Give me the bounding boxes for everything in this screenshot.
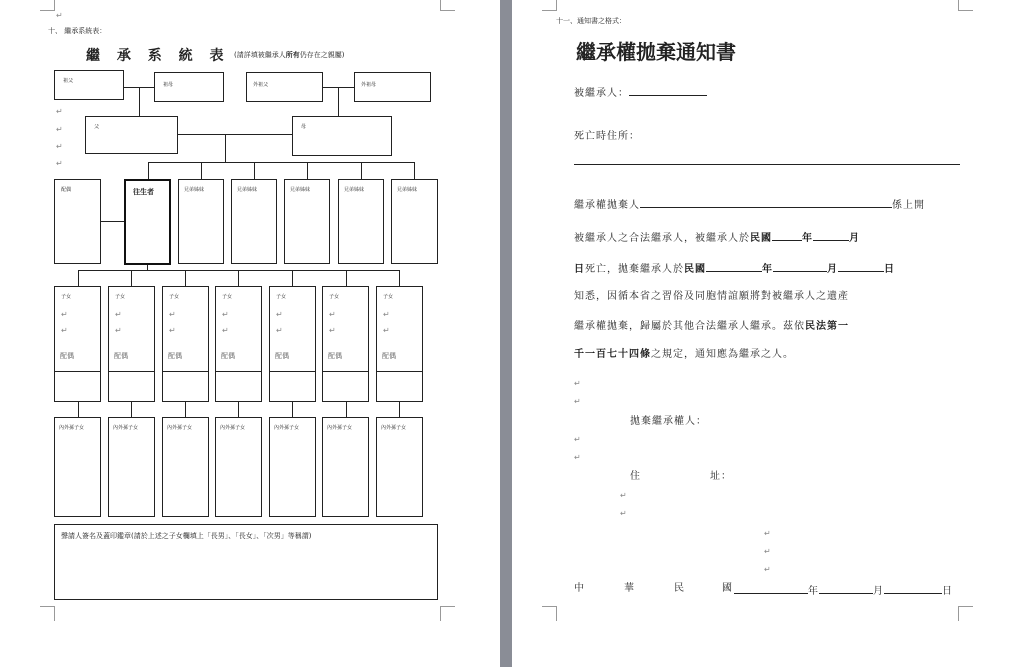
- connector: [101, 221, 124, 222]
- grandchild-box: 內外孫子女: [162, 417, 209, 517]
- sibling-box: 兄弟姊妹: [391, 179, 438, 264]
- crop-mark: [958, 606, 973, 621]
- connector: [338, 87, 339, 116]
- child-box: 子女 ↵ ↵ 配偶: [162, 286, 209, 402]
- connector: [178, 134, 292, 135]
- crop-mark: [40, 0, 55, 11]
- family-tree-page: ↵ 十、 繼承系統表： 繼 承 系 統 表 (請詳填被繼承人所有仍存在之親屬) 祖父 祖母 外祖父 外祖母 父 母 ↵ ↵ ↵ ↵ 配偶 往生者 兄弟姊妹 兄弟姊妹 兄弟姊妹 兄弟姊妹 兄弟姊妹 子女 ↵ ↵ 配偶 子女 ↵ ↵ 配偶 子女 ↵ ↵ 配偶 子女 ↵ ↵ 配偶 子女 ↵ ↵ 配偶 子女 ↵ ↵ 配偶 子女 ↵ ↵ 配偶 內外孫子女 內外孫子女 內外孫子女 內外孫子女 內外孫子女 內外孫子女 內外孫子女 聲請人簽名及蓋印鑑章(請於上述之子女欄填上「長男」、「長女」、「次男」等稱謂): [0, 0, 500, 667]
- crop-mark: [440, 0, 455, 11]
- connector: [148, 162, 415, 163]
- child-box: 子女 ↵ ↵ 配偶: [322, 286, 369, 402]
- date-char: 民: [674, 583, 685, 594]
- sibling-box: 兄弟姊妹: [178, 179, 224, 264]
- child-box: 子女 ↵ ↵ 配偶: [376, 286, 423, 402]
- date-char: 國: [722, 583, 733, 594]
- grandfather-box: 祖父: [54, 70, 124, 100]
- notice-line-6: 千一百七十四條之規定，通知應為繼承之人。: [574, 349, 794, 360]
- sibling-box: 兄弟姊妹: [338, 179, 384, 264]
- signature-box: 聲請人簽名及蓋印鑑章(請於上述之子女欄填上「長男」、「長女」、「次男」等稱謂): [54, 524, 438, 600]
- address-underline: [574, 164, 960, 165]
- decedent-box: 往生者: [124, 179, 171, 265]
- notice-line-3: 日死亡，拋棄繼承人於民國 年 月 日: [574, 264, 895, 275]
- section-label: 十一、通知書之格式：: [556, 17, 626, 25]
- crop-mark: [440, 606, 455, 621]
- title-note: (請詳填被繼承人所有仍存在之親屬): [234, 51, 345, 59]
- decedent-line: 被繼承人：: [574, 86, 707, 99]
- page-title: 繼 承 系 統 表: [86, 48, 230, 64]
- child-box: 子女 ↵ ↵ 配偶: [215, 286, 262, 402]
- date-char: 華: [624, 583, 635, 594]
- signer-address-b: 址：: [710, 471, 732, 482]
- crop-mark: [40, 606, 55, 621]
- crop-mark: [542, 0, 557, 11]
- notice-page: 十一、通知書之格式： 繼承權拋棄通知書 被繼承人： 死亡時住所： 繼承權拋棄人 係上開 被繼承人之合法繼承人，被繼承人於民國 年 月 日死亡，拋棄繼承人於民國 年 月 日 知悉，因循本省之習俗及同胞情誼願將對被繼承人之遺產 繼承權拋棄，歸屬於其他合法繼承人繼承。茲依民法第一 千一百七十四條之規定，通知應為繼承之人。 ↵ ↵ 拋棄繼承權人： ↵ ↵ 住 址： ↵ ↵ ↵ ↵ ↵ 中 華 民 國 年 月 日: [512, 0, 1024, 667]
- grandchild-box: 內外孫子女: [376, 417, 423, 517]
- grandchild-box: 內外孫子女: [108, 417, 155, 517]
- signature-date: 年 月 日: [734, 584, 953, 597]
- signer-address-a: 住: [630, 471, 641, 482]
- notice-line-4: 知悉，因循本省之習俗及同胞情誼願將對被繼承人之遺產: [574, 291, 849, 302]
- crop-mark: [958, 0, 973, 11]
- spouse-box: 配偶: [54, 179, 101, 264]
- section-label: 十、 繼承系統表：: [48, 27, 107, 35]
- grandmother-box: 祖母: [154, 72, 224, 102]
- notice-line-2: 被繼承人之合法繼承人，被繼承人於民國 年 月: [574, 233, 860, 244]
- sibling-box: 兄弟姊妹: [231, 179, 277, 264]
- connector: [225, 134, 226, 162]
- grandchild-box: 內外孫子女: [215, 417, 262, 517]
- sibling-box: 兄弟姊妹: [284, 179, 330, 264]
- child-box: 子女 ↵ ↵ 配偶: [54, 286, 101, 402]
- child-box: 子女 ↵ ↵ 配偶: [269, 286, 316, 402]
- father-box: 父: [85, 116, 178, 154]
- grandchild-box: 內外孫子女: [322, 417, 369, 517]
- notice-line-1: 繼承權拋棄人 係上開: [574, 200, 925, 211]
- maternal-grandmother-box: 外祖母: [354, 72, 431, 102]
- date-char: 中: [574, 583, 585, 594]
- grandchild-box: 內外孫子女: [54, 417, 101, 517]
- address-label: 死亡時住所：: [574, 131, 640, 142]
- mother-box: 母: [292, 116, 392, 156]
- child-box: 子女 ↵ ↵ 配偶: [108, 286, 155, 402]
- page-title: 繼承權拋棄通知書: [576, 40, 736, 64]
- maternal-grandfather-box: 外祖父: [246, 72, 323, 102]
- grandchild-box: 內外孫子女: [269, 417, 316, 517]
- connector: [78, 270, 400, 271]
- connector: [139, 87, 140, 116]
- signer-label: 拋棄繼承權人：: [630, 416, 707, 427]
- crop-mark: [542, 606, 557, 621]
- notice-line-5: 繼承權拋棄，歸屬於其他合法繼承人繼承。茲依民法第一: [574, 321, 849, 332]
